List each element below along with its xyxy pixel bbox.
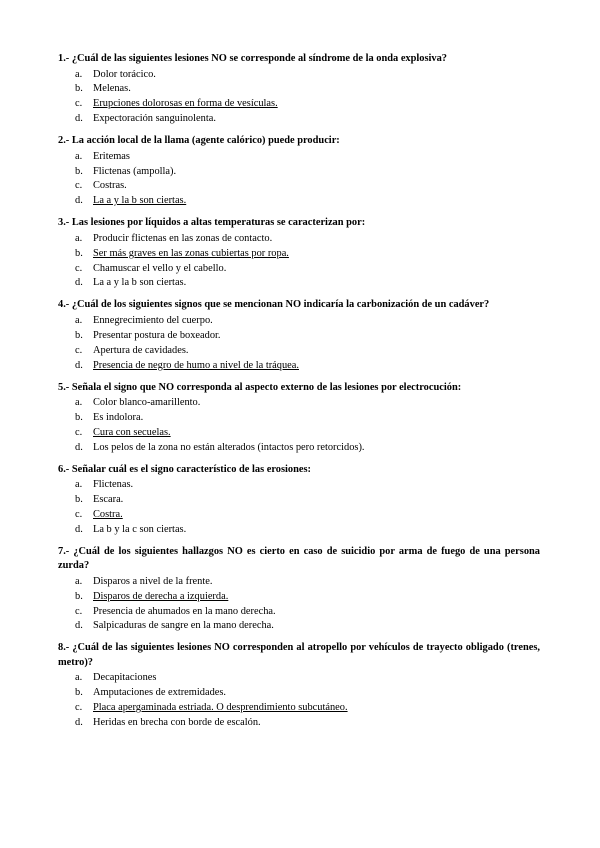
answer-option <box>58 262 540 277</box>
answer-option <box>58 590 540 605</box>
question-1 <box>58 52 540 127</box>
option-letter: c. <box>75 426 83 438</box>
option-letter: d. <box>75 441 83 453</box>
option-letter: b. <box>75 687 83 699</box>
option-text: La b y la c son ciertas. <box>93 523 187 535</box>
option-letter: a. <box>75 314 83 326</box>
option-letter: c. <box>75 344 83 356</box>
option-letter: b. <box>75 411 83 423</box>
question-8 <box>58 641 540 731</box>
answer-option <box>58 411 540 426</box>
answer-option <box>58 344 540 359</box>
option-letter: a. <box>75 68 83 80</box>
option-letter: c. <box>75 702 83 714</box>
answer-option <box>58 478 540 493</box>
option-letter: b. <box>75 83 83 95</box>
option-text: Presentar postura de boxeador. <box>93 329 221 341</box>
option-letter: c. <box>75 605 83 617</box>
answer-option <box>58 523 540 538</box>
answer-option <box>58 232 540 247</box>
question-3 <box>58 216 540 291</box>
answer-option <box>58 605 540 620</box>
answer-option <box>58 441 540 456</box>
answer-option <box>58 508 540 523</box>
option-letter: b. <box>75 247 83 259</box>
answer-option <box>58 68 540 83</box>
question-text: 8.- ¿Cuál de las siguientes lesiones NO corresponden al atropello por vehículos de trayecto obligado (trenes, metro)? <box>58 642 540 668</box>
option-text: La a y la b son ciertas. <box>93 277 187 289</box>
option-text: Flictenas. <box>93 479 134 491</box>
answer-option <box>58 97 540 112</box>
option-text: Presencia de ahumados en la mano derecha. <box>93 605 276 617</box>
option-letter: b. <box>75 165 83 177</box>
option-text: Los pelos de la zona no están alterados (intactos pero retorcidos). <box>93 441 365 453</box>
option-text-underlined: Costra. <box>93 508 123 520</box>
option-text: Decapitaciones <box>93 672 157 684</box>
answer-option <box>58 179 540 194</box>
option-text: Escara. <box>93 494 124 506</box>
option-letter: a. <box>75 575 83 587</box>
question-text: 5.- Señala el signo que NO corresponda al aspecto externo de las lesiones por electrocución: <box>58 381 462 393</box>
option-text: Salpicaduras de sangre en la mano derecha. <box>93 620 274 632</box>
option-letter: d. <box>75 277 83 289</box>
option-letter: b. <box>75 494 83 506</box>
question-text: 1.- ¿Cuál de las siguientes lesiones NO se corresponde al síndrome de la onda explosiva? <box>58 53 447 64</box>
option-text-underlined: Placa apergaminada estriada. O desprendimiento subcutáneo. <box>93 702 348 714</box>
option-text: Disparos a nivel de la frente. <box>93 575 213 587</box>
question-4 <box>58 298 540 373</box>
answer-option <box>58 701 540 716</box>
option-text-underlined: Cura con secuelas. <box>93 426 171 438</box>
question-5 <box>58 381 540 456</box>
answer-option <box>58 247 540 262</box>
answer-option <box>58 686 540 701</box>
option-text-underlined: Disparos de derecha a izquierda. <box>93 590 229 602</box>
answer-option <box>58 314 540 329</box>
option-text: Expectoración sanguinolenta. <box>93 113 216 125</box>
option-letter: d. <box>75 620 83 632</box>
question-6 <box>58 463 540 538</box>
option-text: Amputaciones de extremidades. <box>93 687 227 699</box>
option-text: Melenas. <box>93 83 131 95</box>
option-letter: c. <box>75 98 83 110</box>
option-letter: d. <box>75 113 83 125</box>
option-text: Chamuscar el vello y el cabello. <box>93 262 227 274</box>
option-letter: a. <box>75 232 83 244</box>
option-letter: a. <box>75 672 83 684</box>
answer-option <box>58 716 540 731</box>
option-letter: d. <box>75 359 83 371</box>
option-text: Color blanco-amarillento. <box>93 397 201 408</box>
option-letter: b. <box>75 329 83 341</box>
option-text: Ennegrecimiento del cuerpo. <box>93 314 213 326</box>
option-letter: c. <box>75 508 83 520</box>
answer-option <box>58 194 540 209</box>
answer-option <box>58 329 540 344</box>
option-text: Costras. <box>93 180 127 192</box>
question-text: 6.- Señalar cuál es el signo característico de las erosiones: <box>58 463 311 475</box>
option-letter: a. <box>75 479 83 491</box>
option-letter: a. <box>75 397 83 408</box>
option-text: Heridas en brecha con borde de escalón. <box>93 717 261 729</box>
option-letter: c. <box>75 262 83 274</box>
question-text: 4.- ¿Cuál de los siguientes signos que se mencionan NO indicaría la carbonización de un cadáver? <box>58 299 490 311</box>
answer-option <box>58 112 540 127</box>
option-text: Es indolora. <box>93 411 144 423</box>
option-letter: a. <box>75 150 83 162</box>
option-text: Eritemas <box>93 150 130 162</box>
answer-option <box>58 165 540 180</box>
question-list <box>58 52 540 738</box>
answer-option <box>58 493 540 508</box>
option-text-underlined: La a y la b son ciertas. <box>93 195 187 207</box>
option-letter: d. <box>75 717 83 729</box>
option-letter: b. <box>75 590 83 602</box>
answer-option <box>58 426 540 441</box>
answer-option <box>58 396 540 411</box>
option-letter: c. <box>75 180 83 192</box>
option-text: Apertura de cavidades. <box>93 344 189 356</box>
question-7 <box>58 545 540 635</box>
answer-option <box>58 575 540 590</box>
question-2 <box>58 134 540 209</box>
answer-option <box>58 82 540 97</box>
option-text-underlined: Presencia de negro de humo a nivel de la tráquea. <box>93 359 299 371</box>
option-letter: d. <box>75 195 83 207</box>
answer-option <box>58 671 540 686</box>
option-text: Flictenas (ampolla). <box>93 165 177 177</box>
option-letter: d. <box>75 523 83 535</box>
option-text-underlined: Ser más graves en las zonas cubiertas por ropa. <box>93 247 289 259</box>
answer-option <box>58 150 540 165</box>
answer-option <box>58 619 540 634</box>
answer-option <box>58 359 540 374</box>
option-text-underlined: Erupciones dolorosas en forma de vesículas. <box>93 98 278 110</box>
question-text: 2.- La acción local de la llama (agente calórico) puede producir: <box>58 135 340 147</box>
question-text: 7.- ¿Cuál de los siguientes hallazgos NO es cierto en caso de suicidio por arma de fuego de una persona zurda? <box>58 545 540 572</box>
option-text: Dolor torácico. <box>93 68 156 80</box>
question-text: 3.- Las lesiones por líquidos a altas temperaturas se caracterizan por: <box>58 217 366 229</box>
option-text: Producir flictenas en las zonas de contacto. <box>93 232 273 244</box>
answer-option <box>58 276 540 291</box>
